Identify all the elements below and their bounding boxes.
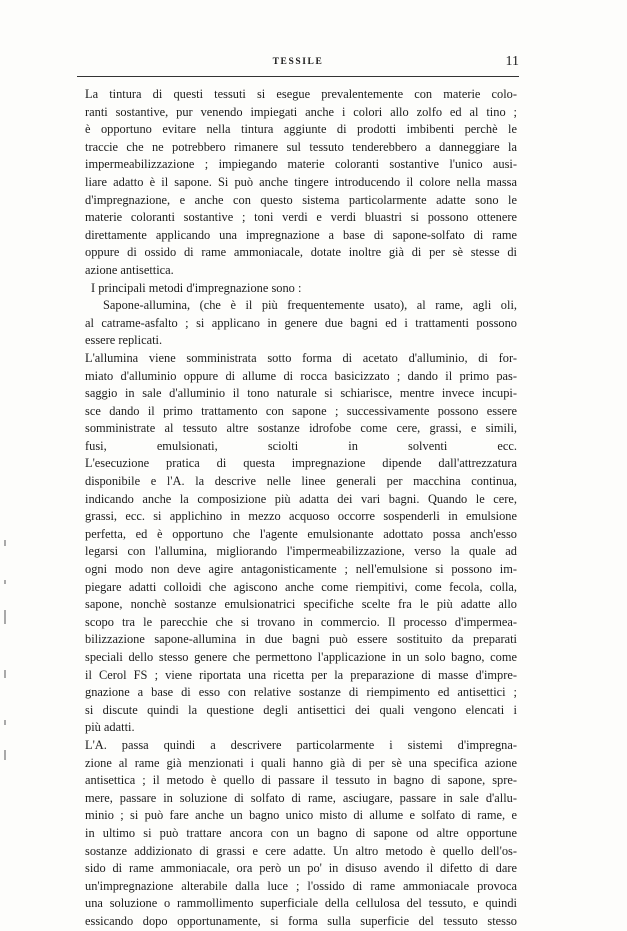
- text-line: al catrame-asfalto ; si applicano in genere due bagni ed i trattamenti possono: [85, 315, 517, 330]
- text-line: d'impregnazione, e anche con questo sistema particolarmente adatte sono le: [85, 192, 517, 207]
- page-number: 11: [505, 54, 519, 69]
- text-line: sido di rame ammoniacale, ora però un po' in disuso avendo il difetto di dare: [85, 861, 517, 876]
- text-line: Sapone-allumina, (che è il più frequentemente usato), al rame, agli oli,: [103, 298, 517, 313]
- text-line: il Cerol FS ; viene riportata una ricetta per la preparazione di masse d'impre-: [85, 667, 517, 682]
- text-line: scopo tra le parecchie che si trovano in commercio. Il processo d'impermea-: [85, 614, 517, 629]
- text-line: disponibile e l'A. la descrive nelle linee generali per macchina continua,: [85, 474, 517, 489]
- text-line: sostanze addizionato di grassi e cere adatte. Un altro metodo è quello dell'os-: [85, 843, 517, 858]
- text-line: miato d'alluminio oppure di allume di rocca basicizzato ; dando il primo pas-: [85, 368, 517, 383]
- text-line: azione antisettica.: [85, 262, 174, 277]
- text-line: saggio in sale d'alluminio il tono naturale si schiarisce, mentre invece incupi-: [85, 386, 517, 401]
- text-line: una soluzione o rammollimento superficiale della cellulosa del tessuto, e quindi: [85, 896, 517, 911]
- scan-margin-marks: [0, 520, 14, 780]
- scan-mark: [4, 610, 6, 624]
- text-line: grassi, ecc. si applichino in mezzo acquoso occorre sospenderli in emulsione: [85, 509, 517, 524]
- text-line: antisettica ; il metodo è quello di passare il tessuto in bagno di sapone, spre-: [85, 773, 517, 788]
- text-line: L'allumina viene somministrata sotto forma di acetato d'alluminio, di for-: [85, 350, 517, 365]
- body-text: [85, 86, 517, 931]
- scan-mark: [4, 580, 6, 584]
- text-line: legarsi con l'allumina, migliorando l'impermeabilizzazione, verso la quale ad: [85, 544, 517, 559]
- text-line: speciali dello stesso genere che permettono l'applicazione in un solo bagno, come: [85, 650, 517, 664]
- text-line: essere replicati.: [85, 333, 163, 348]
- text-line: I principali metodi d'impregnazione sono :: [91, 280, 302, 295]
- text-line: fusi, emulsionati, sciolti in solventi ecc.: [85, 438, 517, 453]
- text-line: bilizzazione sapone-allumina in due bagni può essere sostituito da preparati: [85, 632, 517, 647]
- scan-mark: [4, 720, 6, 725]
- scan-mark: [4, 540, 6, 546]
- header-rule: [77, 76, 519, 77]
- text-line: liare adatto è il sapone. Si può anche tingere introducendo il colore nella massa: [85, 174, 517, 189]
- text-line: ogni modo non deve agire antagonisticamente ; nell'emulsione si possono im-: [85, 562, 517, 577]
- text-line: traccie che ne potrebbero rimanere sul tessuto tenderebbero a danneggiare la: [85, 139, 517, 154]
- text-line: un'impregnazione alterabile dalla luce ; l'ossido di rame ammoniacale provoca: [85, 878, 517, 893]
- text-line: zione al rame già menzionati i quali hanno già di per sè una specifica azione: [85, 755, 517, 770]
- text-line: L'A. passa quindi a descrivere particolarmente i sistemi d'impregna-: [85, 737, 517, 752]
- running-head: [77, 54, 519, 75]
- text-line: più adatti.: [85, 720, 135, 735]
- text-line: minio ; si può fare anche un bagno unico misto di allume e solfato di rame, e: [85, 808, 517, 823]
- text-line: oppure di ossido di rame ammoniacale, dotate inoltre già di per sè stesse di: [85, 245, 517, 260]
- text-line: gnazione a base di esso con relative sostanze di riempimento ed antisettici ;: [85, 685, 517, 700]
- text-line: piegare adatti colloidi che agiscono anche come riempitivi, come fecola, colla,: [85, 579, 517, 594]
- text-line: sce dando il primo trattamento con sapone ; successivamente possono essere: [85, 403, 517, 418]
- text-line: direttamente applicando una impregnazione a base di sapone-solfato di rame: [85, 227, 517, 242]
- text-line: mere, passare in soluzione di solfato di rame, asciugare, passare in sale d'allu-: [85, 790, 517, 805]
- text-line: La tintura di questi tessuti si esegue prevalentemente con materie colo-: [85, 87, 517, 101]
- text-line: in ultimo si può trattare ancora con un bagno di sapone od altre opportune: [85, 825, 517, 840]
- text-line: impermeabilizzazione ; impiegando materie coloranti sostantive l'unico ausi-: [85, 157, 517, 172]
- text-line: somministrate al tessuto altre sostanze idrofobe come cere, grassi, e simili,: [85, 421, 517, 436]
- text-line: indicando anche la composizione più adatta dei vari bagni. Quando le cere,: [85, 491, 517, 506]
- text-line: è opportuno evitare nella tintura aggiunte di prodotti imbibenti perchè le: [85, 122, 517, 137]
- text-line: sapone, nonchè sostanze emulsionatrici specifiche scelte fra le più adatte allo: [85, 597, 517, 612]
- scan-mark: [4, 670, 6, 678]
- text-line: L'esecuzione pratica di questa impregnazione dipende dall'attrezzatura: [85, 456, 517, 471]
- text-line: essicando dopo opportunamente, si forma sulla superficie del tessuto stesso: [85, 913, 517, 928]
- text-line: materie coloranti sostantive ; toni verdi e verdi bluastri si possono ottenere: [85, 210, 517, 225]
- running-title: TESSILE: [272, 57, 324, 67]
- text-line: perfetta, ed è opportuno che l'agente emulsionante adottato possa anch'esso: [85, 526, 517, 541]
- text-line: ranti sostantive, pur venendo impiegati anche i colori allo zolfo ed al tino ;: [85, 104, 517, 119]
- scan-mark: [4, 750, 6, 760]
- text-line: si discute quindi la questione degli antisettici dei quali vengono elencati i: [85, 702, 517, 717]
